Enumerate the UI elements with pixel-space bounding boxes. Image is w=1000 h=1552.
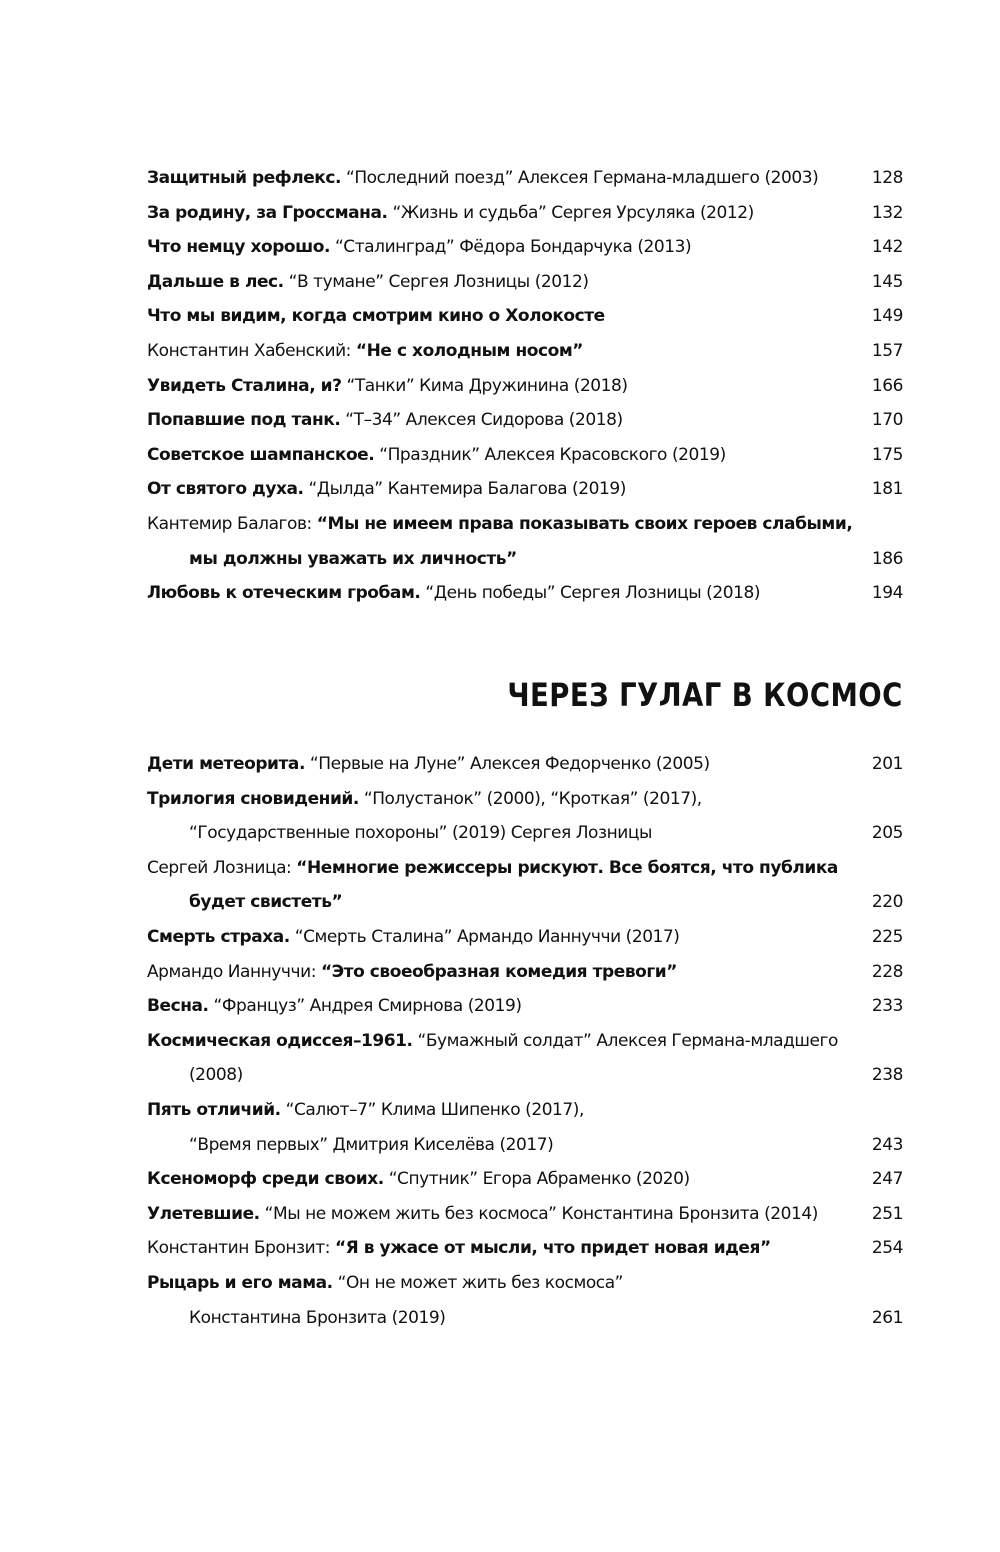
toc-entry[interactable]: Дальше в лес. “В тумане” Сергея Лозницы (2012) 145 [147, 271, 903, 292]
page-number: 142 [871, 237, 903, 258]
page-number: 149 [871, 306, 903, 327]
page-number: 166 [871, 375, 903, 396]
toc-entry[interactable]: За родину, за Гроссмана. “Жизнь и судьба” Сергея Урсуляка (2012) 132 [147, 202, 903, 223]
page-number: 170 [871, 410, 903, 431]
toc-entry-interview[interactable]: Кантемир Балагов: “Мы не имеем права показывать своих героев слабыми, [147, 513, 853, 534]
toc-entry[interactable]: Смерть страха. “Смерть Сталина” Армандо Ианнуччи (2017) 225 [147, 926, 903, 947]
page-number: 186 [871, 548, 903, 569]
toc-section-2 [147, 754, 903, 1342]
toc-entry[interactable]: Улетевшие. “Мы не можем жить без космоса” Константина Бронзита (2014) 251 [147, 1203, 903, 1224]
page-number: 238 [871, 1065, 903, 1086]
page-number: 220 [871, 892, 903, 913]
page-number: 225 [871, 926, 903, 947]
toc-entry[interactable]: Пять отличий. “Салют–7” Клима Шипенко (2017), [147, 1099, 584, 1120]
toc-entry[interactable]: Космическая одиссея–1961. “Бумажный солдат” Алексея Германа-младшего [147, 1030, 838, 1051]
page-number: 243 [871, 1134, 903, 1155]
page-number: 205 [871, 823, 903, 844]
toc-entry[interactable]: Дети метеорита. “Первые на Луне” Алексея Федорченко (2005) 201 [147, 754, 903, 774]
page-number: 181 [871, 479, 903, 500]
toc-entry[interactable]: Защитный рефлекс. “Последний поезд” Алексея Германа-младшего (2003) 128 [147, 168, 903, 188]
page-number: 132 [871, 202, 903, 223]
toc-entry[interactable]: Увидеть Сталина, и? “Танки” Кима Дружинина (2018) 166 [147, 375, 903, 396]
page-number: 247 [871, 1169, 903, 1190]
toc-entry-continuation[interactable]: (2008) 238 [189, 1065, 903, 1086]
page-number: 233 [871, 996, 903, 1017]
toc-entry-interview[interactable]: Армандо Ианнуччи: “Это своеобразная комедия тревоги” 228 [147, 961, 903, 982]
toc-entry[interactable]: Что немцу хорошо. “Сталинград” Фёдора Бондарчука (2013) 142 [147, 237, 903, 258]
toc-entry[interactable]: Ксеноморф среди своих. “Спутник” Егора Абраменко (2020) 247 [147, 1169, 903, 1190]
page-number: 228 [871, 961, 903, 982]
toc-entry-continuation[interactable]: “Государственные похороны” (2019) Сергея Лозницы 205 [189, 823, 903, 844]
toc-entry[interactable]: Советское шампанское. “Праздник” Алексея Красовского (2019) 175 [147, 444, 903, 465]
page-number: 251 [871, 1203, 903, 1224]
toc-entry[interactable]: Рыцарь и его мама. “Он не может жить без космоса” [147, 1272, 624, 1293]
toc-entry[interactable]: Трилогия сновидений. “Полустанок” (2000), “Кроткая” (2017), [147, 788, 702, 809]
section-title: ЧЕРЕЗ ГУЛАГ В КОСМОС [507, 676, 903, 714]
page-number: 261 [871, 1307, 903, 1328]
page-number: 194 [871, 583, 903, 604]
toc-entry-continuation[interactable]: “Время первых” Дмитрия Киселёва (2017) 243 [189, 1134, 903, 1155]
page-number: 254 [871, 1238, 903, 1259]
toc-entry[interactable]: От святого духа. “Дылда” Кантемира Балагова (2019) 181 [147, 479, 903, 500]
toc-entry-interview[interactable]: Константин Бронзит: “Я в ужасе от мысли, что придет новая идея” 254 [147, 1238, 903, 1259]
page-number: 145 [871, 271, 903, 292]
page-number: 201 [871, 754, 903, 774]
toc-section-1 [147, 168, 903, 618]
page-number: 128 [871, 168, 903, 188]
toc-entry[interactable]: Что мы видим, когда смотрим кино о Холокосте 149 [147, 306, 903, 327]
page-number: 175 [871, 444, 903, 465]
page-number: 157 [871, 340, 903, 361]
toc-entry-interview[interactable]: Сергей Лозница: “Немногие режиссеры рискуют. Все боятся, что публика [147, 857, 838, 878]
toc-entry-continuation[interactable]: Константина Бронзита (2019) 261 [189, 1307, 903, 1328]
toc-entry[interactable]: Попавшие под танк. “Т–34” Алексея Сидорова (2018) 170 [147, 410, 903, 431]
toc-entry-continuation[interactable]: мы должны уважать их личность” 186 [189, 548, 903, 569]
toc-entry[interactable]: Любовь к отеческим гробам. “День победы” Сергея Лозницы (2018) 194 [147, 583, 903, 604]
toc-entry-interview[interactable]: Константин Хабенский: “Не с холодным носом” 157 [147, 340, 903, 361]
toc-entry[interactable]: Весна. “Француз” Андрея Смирнова (2019) 233 [147, 996, 903, 1017]
toc-entry-continuation[interactable]: будет свистеть” 220 [189, 892, 903, 913]
